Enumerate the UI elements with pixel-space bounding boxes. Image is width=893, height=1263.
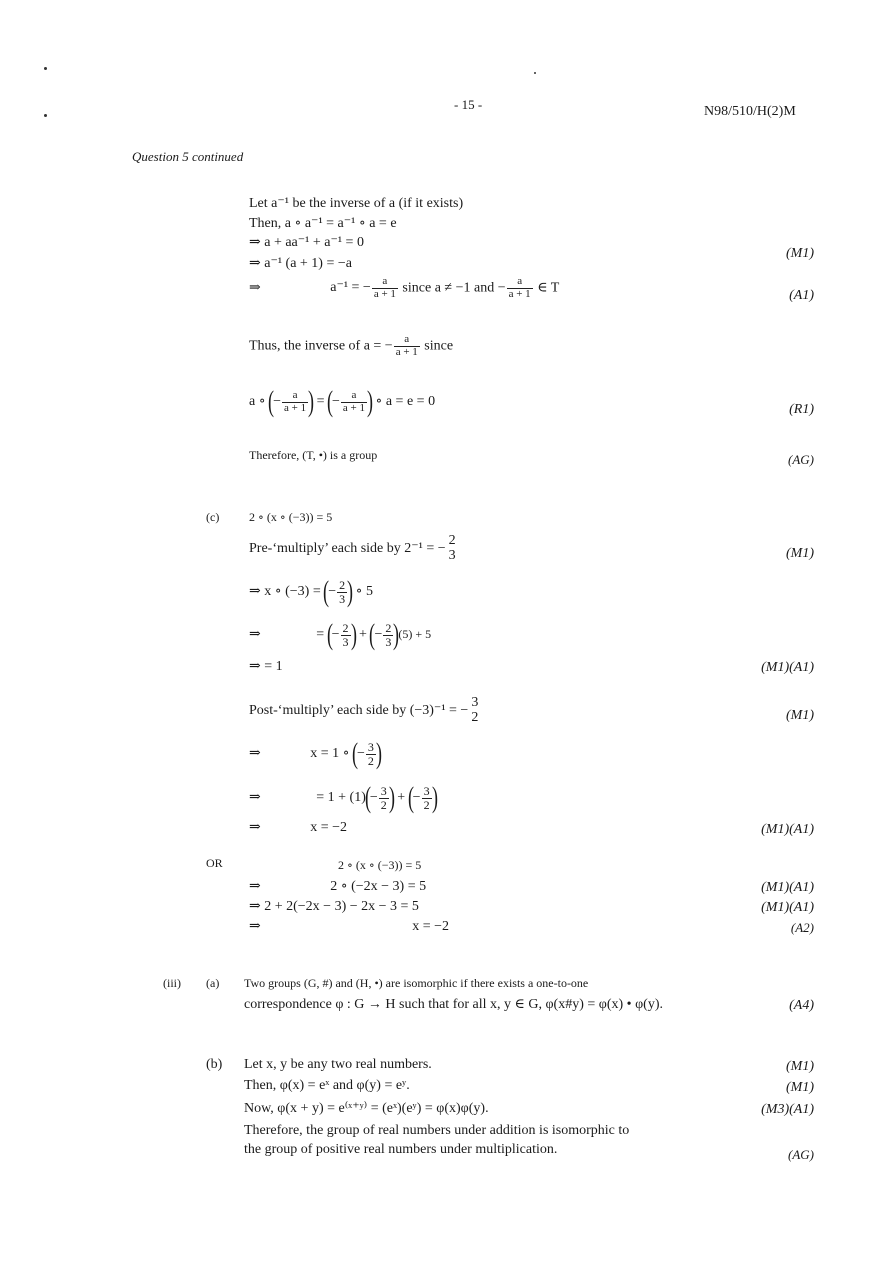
mark-m1: (M1): [786, 546, 814, 561]
page-number: - 15 -: [454, 97, 483, 112]
inverse-step-1: ⇒ a + aa⁻¹ + a⁻¹ = 0: [249, 235, 364, 250]
membership: ∈ T: [537, 280, 560, 296]
or-label: OR: [206, 856, 223, 870]
part-c-label: (c): [206, 510, 220, 524]
fraction: 3 2: [471, 695, 479, 725]
mark-m3a1: (M3)(A1): [761, 1102, 814, 1117]
post-multiply-line: Post-‘multiply’ each side by (−3)⁻¹ = − 3 2: [249, 695, 479, 725]
or-step-4: ⇒ x = −2: [249, 919, 450, 934]
mark-m1: (M1): [786, 246, 814, 261]
inverse-step-3: [249, 276, 559, 300]
c-step-4: ⇒ x = 1 ∘ (− $\frac{3}{2}$ ): [249, 737, 382, 770]
mark-a4: (A4): [789, 998, 814, 1013]
part-iii-a-label: (a): [206, 976, 220, 990]
c-step-6: ⇒ x = −2: [249, 820, 348, 835]
c-step-2: ⇒ = (− $\frac{2}{3}$ ) + (− $\frac{2}{3}$ )(5) + 5: [249, 618, 432, 651]
b-line-3: Now, φ(x + y) = e⁽ˣ⁺ʸ⁾ = (eˣ)(eʸ) = φ(x)φ(y).: [244, 1101, 489, 1116]
mark-a1: (A1): [789, 288, 814, 303]
inverse-lhs: a⁻¹ = −: [330, 280, 371, 296]
mark-m1: (M1): [786, 708, 814, 723]
inverse-condition: since a ≠ −1 and −: [402, 280, 506, 296]
inverse-step-2: ⇒ a⁻¹ (a + 1) = −a: [249, 256, 352, 271]
document-code: N98/510/H(2)M: [704, 104, 796, 119]
mark-m1a1: (M1)(A1): [761, 822, 814, 837]
group-conclusion: Therefore, (T, •) is a group: [249, 448, 378, 462]
part-iii-label: (iii): [163, 976, 181, 990]
c-step-5: ⇒ = 1 + (1)(− $\frac{3}{2}$ ) + (− $\frac{3}{2}$ ): [249, 781, 438, 814]
isomorphic-definition-2: correspondence φ : G → H such that for all x, y ∈ G, φ(x#y) = φ(x) • φ(y).: [244, 997, 663, 1012]
isomorphic-definition: Two groups (G, #) and (H, •) are isomorphic if there exists a one-to-one: [244, 976, 589, 990]
b-line-1: Let x, y be any two real numbers.: [244, 1057, 432, 1072]
b-line-4: Therefore, the group of real numbers under addition is isomorphic to: [244, 1123, 630, 1138]
part-iii-b-label: (b): [206, 1057, 223, 1072]
c-step-1: ⇒ x ∘ (−3) = (− $\frac{2}{3}$ ) ∘ 5: [249, 575, 373, 608]
fraction: $\frac{a}{a + 1}$: [508, 275, 531, 300]
mark-m1: (M1): [786, 1080, 814, 1095]
mark-ag: (AG): [788, 1147, 814, 1162]
speck: [44, 114, 47, 117]
inverse-intro: Let a⁻¹ be the inverse of a (if it exists): [249, 196, 464, 211]
mark-m1a1: (M1)(A1): [761, 880, 814, 895]
fraction: $\frac{a}{a + 1}$: [395, 333, 418, 358]
or-step-3: ⇒ 2 + 2(−2x − 3) − 2x − 3 = 5: [249, 899, 419, 914]
mark-a2: (A2): [790, 920, 814, 935]
pre-multiply-line: Pre-‘multiply’ each side by 2⁻¹ = − 2 3: [249, 533, 456, 563]
inverse-conclusion: Thus, the inverse of a = − $\frac{a}{a + 1}$ since: [249, 333, 454, 358]
mark-m1a1: (M1)(A1): [761, 660, 814, 675]
mark-m1a1: (M1)(A1): [761, 900, 814, 915]
or-step-1: 2 ∘ (x ∘ (−3)) = 5: [338, 858, 422, 872]
speck: [44, 67, 47, 70]
mark-r1: (R1): [789, 402, 814, 417]
c-step-3: ⇒ = 1: [249, 659, 283, 674]
part-c-equation: 2 ∘ (x ∘ (−3)) = 5: [249, 510, 333, 524]
b-line-5: the group of positive real numbers under multiplication.: [244, 1142, 558, 1157]
fraction: $\frac{a}{a + 1}$: [373, 275, 396, 300]
inverse-verification: a ∘ (− $\frac{a}{a + 1}$ ) = (− $\frac{a}{a + 1}$ ) ∘ a = e = 0: [249, 385, 436, 418]
speck: [534, 72, 536, 74]
question-label: Question 5 continued: [132, 149, 244, 164]
fraction: 2 3: [448, 533, 456, 563]
inverse-def: Then, a ∘ a⁻¹ = a⁻¹ ∘ a = e: [249, 216, 397, 231]
b-line-2: Then, φ(x) = eˣ and φ(y) = eʸ.: [244, 1078, 410, 1093]
mark-ag: (AG): [788, 452, 814, 467]
implies-sign: ⇒: [249, 280, 261, 296]
or-step-2: ⇒ 2 ∘ (−2x − 3) = 5: [249, 879, 427, 894]
mark-m1: (M1): [786, 1059, 814, 1074]
